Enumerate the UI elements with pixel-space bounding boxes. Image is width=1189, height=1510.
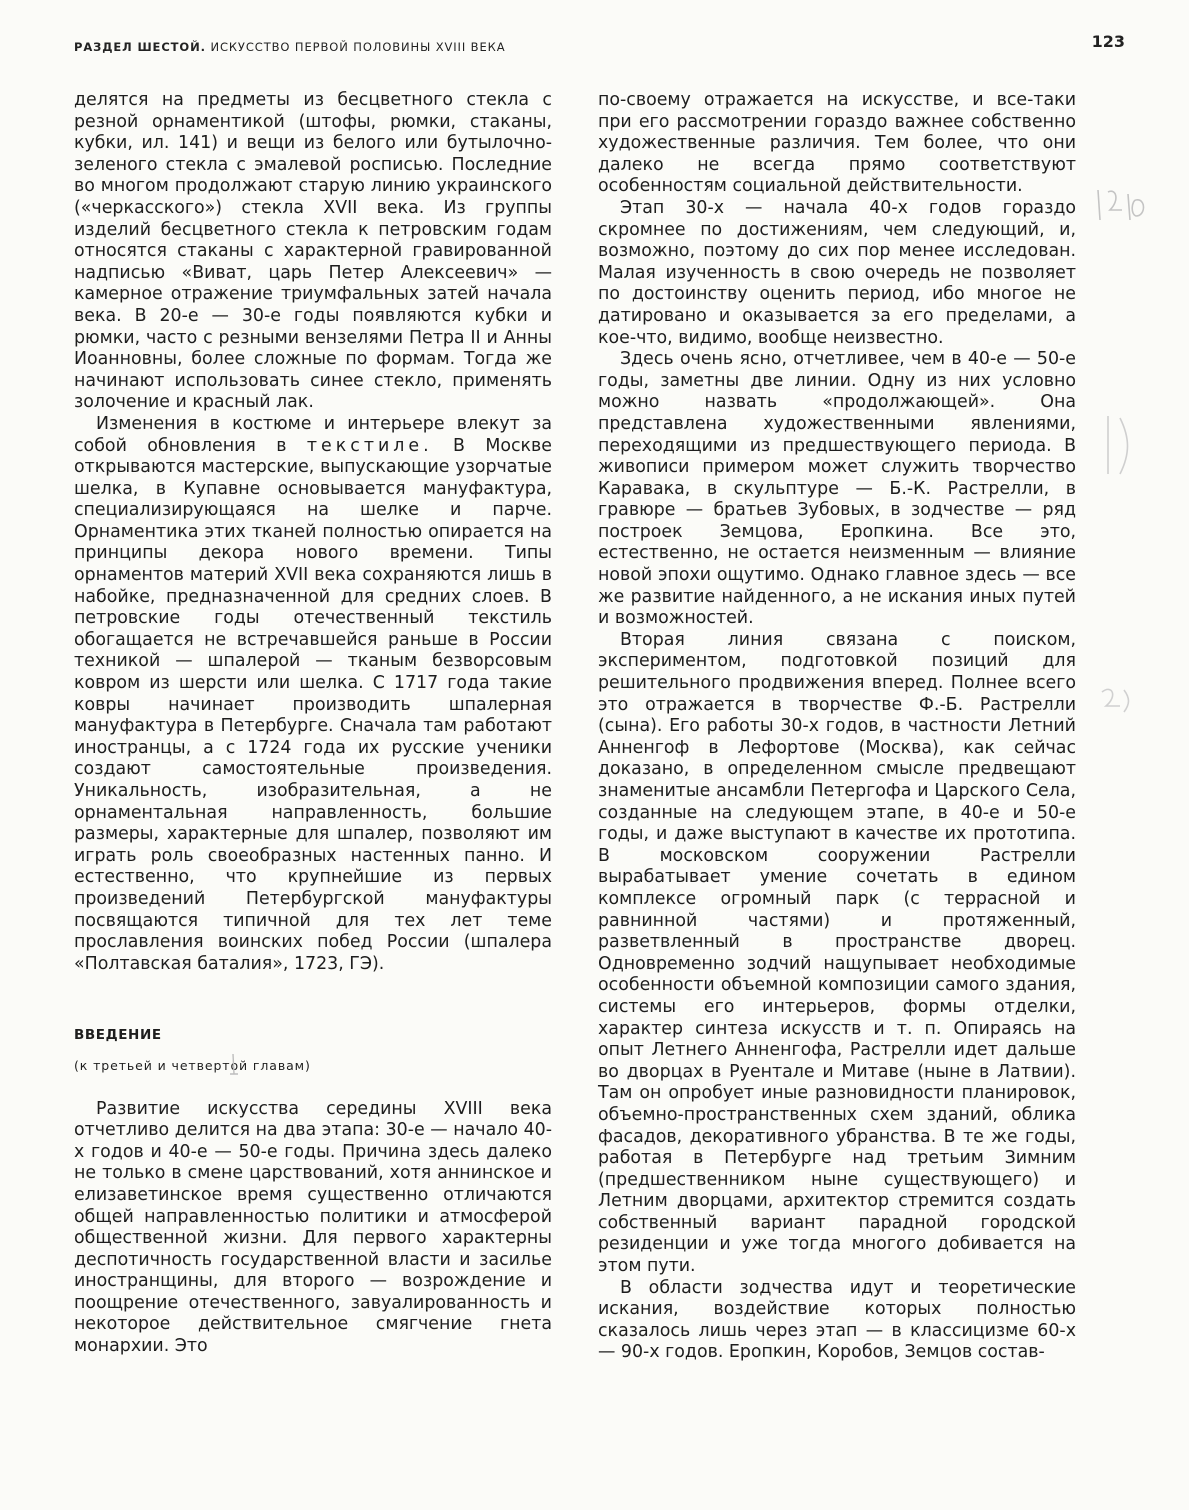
text-run: Изменения в костюме и интерьере влекут за собой обновления в — [74, 413, 552, 456]
paragraph: Этап 30-х — начала 40-х годов гораздо скромнее по достижениям, чем следующий, и, возможно, поэтому до сих пор менее исследован. Малая изученность в свою очередь не позволяет по достоинству оценить период, ибо многое не датировано и оказывается за его пределами, а кое-что, видимо, вообще неизвестно. — [598, 197, 1076, 348]
page-number: 123 — [1091, 32, 1125, 51]
text-run: В Москве открываются мастерские, выпускающие узорчатые шелка, в Купавне основывается мануфактура, специализирующаяся на шелке и парче. Орнаментика этих тканей полностью опирается на принципы декора нового времени. Типы орнаментов материй XVII века сохраняются лишь в набойке, предназначенной для средних слоев. В петровские годы отечественный текстиль обогащается не встречавшейся раньше в России техникой — шпалерой — тканым безворсовым ковром из шерсти или шелка. С 1717 года такие ковры начинает производить шпалерная мануфактура в Петербурге. Сначала там работают иностранцы, а с 1724 года их русские ученики создают самостоятельные произведения. Уникальность, изобразительная, а не орнаментальная направленность, большие размеры, характерные для шпалер, позволяют им играть роль своеобразных настенных панно. И естественно, что крупнейшие из первых произведений Петербургской мануфактуры посвящаются типичной для тех лет теме прославления воинских побед России (шпалера «Полтавская баталия», 1723, ГЭ). — [74, 435, 552, 974]
pencil-mark-icon — [1092, 180, 1152, 230]
section-heading: ВВЕДЕНИЕ — [74, 1027, 162, 1044]
paragraph: Вторая линия связана с поиском, экспериментом, подготовкой позиций для решительного продвижения вперед. Полнее всего это отражается в творчестве Ф.-Б. Растрелли (сына). Его работы 30-х годов, в частности Летний Анненгоф в Лефортове (Москва), как сейчас доказано, в определенном смысле предвещают знаменитые ансамбли Петергофа и Царского Села, созданные на следующем этапе, в 40-е и 50-е годы, и даже выступают в качестве их прототипа. В московском сооружении Растрелли вырабатывает умение сочетать в едином комплексе огромный парк (с террасной и равнинной частями) и протяженный, разветвленный в пространстве дворец. Одновременно зодчий нащупывает необходимые особенности объемной композиции самого здания, системы его интерьеров, формы отделки, характер синтеза искусств и т. п. Опираясь на опыт Летнего Анненгофа, Растрелли идет дальше во дворцах в Руентале и Митаве (ныне в Латвии). Там он опробует иные разновидности планировок, объемно-пространственных схем зданий, облика фасадов, декоративного убранства. В те же годы, работая в Петербурге над третьим Зимним (предшественником ныне существующего) и Летним дворцами, архитектор стремится создать собственный вариант парадной городской резиденции и уже тогда многого добивается на этом пути. — [598, 629, 1076, 1277]
section-gap — [74, 975, 552, 1025]
paragraph: Развитие искусства середины XVIII века отчетливо делится на два этапа: 30-е — начало 40-х годов и 40-е — 50-е годы. Причина здесь далеко не только в смене царствований, хотя аннинское и елизаветинское время существенно отличаются общей направленностью политики и атмосферой общественной жизни. Для первого характерны деспотичность государственной власти и засилье иностранщины, для второго — возрождение и поощрение отечественного, завуалированность и некоторое действительное смягчение гнета монархии. Это — [74, 1098, 552, 1357]
paragraph: делятся на предметы из бесцветного стекла с резной орнаментикой (штофы, рюмки, стаканы, кубки, ил. 141) и вещи из белого или бутылочно-зеленого стекла с эмалевой росписью. Последние во многом продолжают старую линию украинского («черкасского») стекла XVII века. Из группы изделий бесцветного стекла к петровским годам относятся стаканы с характерной гравированной надписью «Виват, царь Петер Алексеевич» — камерное отражение триумфальных затей начала века. В 20-е — 30-е годы появляются кубки и рюмки, часто с резными вензелями Петра II и Анны Иоанновны, более сложные по формам. Тогда же начинают использовать синее стекло, применять золочение и красный лак. — [74, 90, 552, 413]
right-column — [598, 90, 1076, 1364]
pencil-mark-icon — [1094, 680, 1134, 720]
paragraph: по-своему отражается на искусстве, и все-таки при его рассмотрении гораздо важнее собственно художественные различия. Тем более, что они далеко не всегда прямо соответствуют особенностям социальной действительности. — [598, 90, 1076, 197]
section-subtitle: (к третьей и четвертой главам) — [74, 1057, 311, 1073]
section-title-header: ИСКУССТВО ПЕРВОЙ ПОЛОВИНЫ XVIII ВЕКА — [210, 40, 506, 54]
paragraph: Здесь очень ясно, отчетливее, чем в 40-е — 50-е годы, заметны две линии. Одну из них условно можно назвать «продолжающей». Она представлена художественными явлениями, переходящими из предшествующего периода. В живописи примером может служить творчество Каравака, в скульптуре — Б.-К. Растрелли, в гравюре — братьев Зубовых, в зодчестве — ряд построек Земцова, Еропкина. Все это, естественно, не остается неизменным — влияние новой эпохи ощутимо. Однако главное здесь — все же развитие найденного, а не искания иных путей и возможностей. — [598, 349, 1076, 629]
left-column — [74, 90, 552, 1358]
running-head — [74, 40, 505, 54]
pencil-mark-icon — [226, 1052, 242, 1080]
pencil-bracket-icon — [1098, 410, 1138, 480]
paragraph: В области зодчества идут и теоретические искания, воздействие которых полностью сказалось лишь через этап — в классицизме 60-х — 90-х годов. Еропкин, Коробов, Земцов состав- — [598, 1277, 1076, 1363]
spaced-emphasis: текстиле. — [306, 435, 433, 456]
section-label: РАЗДЕЛ ШЕСТОЙ. — [74, 40, 206, 54]
paragraph — [74, 414, 552, 975]
